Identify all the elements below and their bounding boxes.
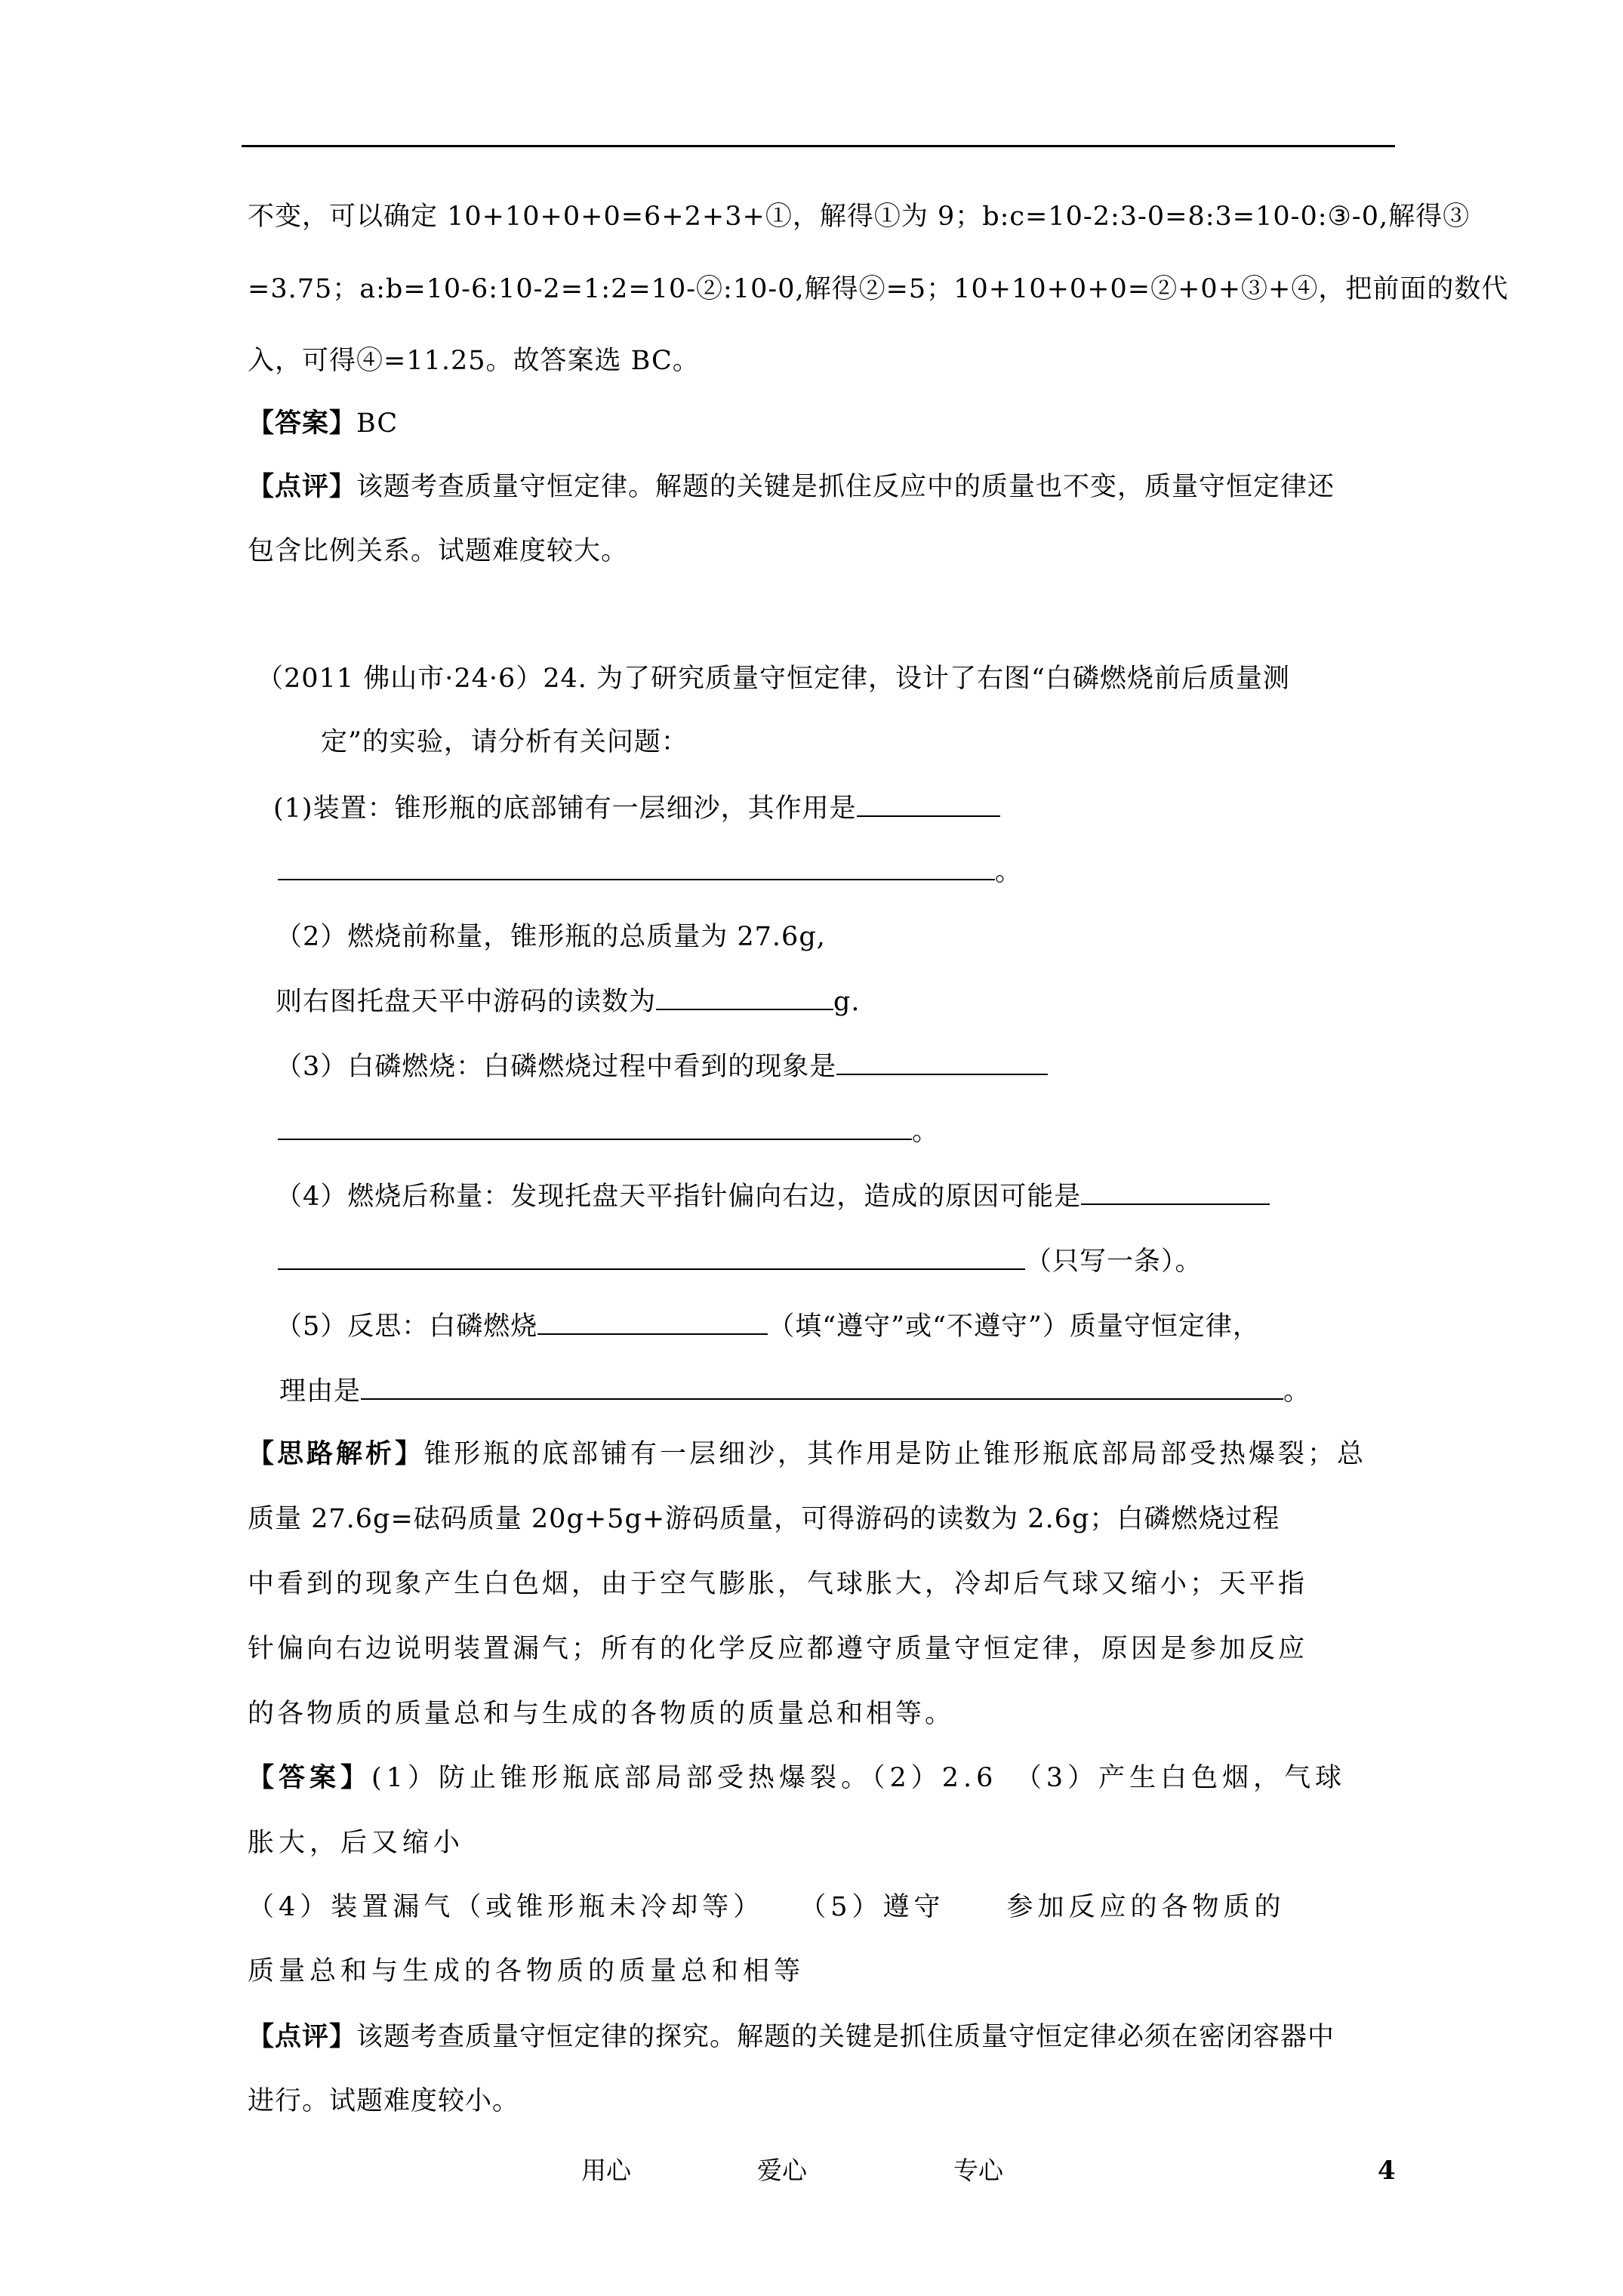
- answer-label: 【答案】: [248, 408, 357, 439]
- q1-end: 。: [995, 857, 1023, 887]
- question-4-cont: [278, 1243, 1203, 1279]
- q3-text: （3）白磷燃烧：白磷燃烧过程中看到的现象是: [276, 1052, 837, 1082]
- question-1: [273, 790, 1000, 826]
- question-2a: （2）燃烧前称量，锥形瓶的总质量为 27.6g,: [276, 922, 826, 952]
- q5-blank-2[interactable]: [361, 1373, 1283, 1400]
- text-line: 包含比例关系。试题难度较大。: [248, 536, 629, 566]
- text-line: 针偏向右边说明装置漏气；所有的化学反应都遵守质量守恒定律，原因是参加反应: [248, 1634, 1308, 1664]
- q2-blank[interactable]: [656, 983, 833, 1010]
- answer-line: [248, 406, 398, 441]
- text-line: （4）装置漏气（或锥形瓶未冷却等） （5）遵守 参加反应的各物质的: [248, 1892, 1286, 1922]
- q5-hint: （填“遵守”或“不遵守”）质量守恒定律，: [768, 1311, 1260, 1342]
- analysis-label: 【思路解析】: [248, 1438, 425, 1469]
- q4-blank-2[interactable]: [278, 1243, 1025, 1270]
- question-3: [276, 1048, 1048, 1084]
- q1-blank[interactable]: [857, 790, 1000, 817]
- question-4: [276, 1178, 1270, 1214]
- q2-text: 则右图托盘天平中游码的读数为: [276, 987, 657, 1017]
- answer-text: (1）防止锥形瓶底部局部受热爆裂。（2）2.6 （3）产生白色烟，气球: [371, 1763, 1347, 1793]
- q4-blank[interactable]: [1081, 1178, 1270, 1205]
- comment-text: 该题考查质量守恒定律。解题的关键是抓住反应中的质量也不变，质量守恒定律还: [356, 472, 1335, 502]
- text-line: 质量 27.6g=砝码质量 20g+5g+游码质量，可得游码的读数为 2.6g；白磷燃烧过程: [248, 1504, 1280, 1534]
- q1-text: (1)装置：锥形瓶的底部铺有一层细沙，其作用是: [273, 794, 857, 824]
- text-line: 质量总和与生成的各物质的质量总和相等: [248, 1956, 805, 1986]
- answer-value: BC: [356, 408, 399, 439]
- q3-blank-2[interactable]: [278, 1113, 912, 1140]
- text-line: =3.75；a:b=10-6:10-2=1:2=10-②:10-0,解得②=5；10+10+0+0=②+0+③+④，把前面的数代: [248, 274, 1509, 304]
- text-line: 胀大，后又缩小: [248, 1828, 465, 1858]
- text-line: 不变，可以确定 10+10+0+0=6+2+3+①，解得①为 9；b:c=10-2:3-0=8:3=10-0:③-0,解得③: [248, 202, 1471, 232]
- answer-label: 【答案】: [248, 1762, 372, 1793]
- footer-middle: 爱心: [757, 2156, 807, 2185]
- comment-label: 【点评】: [248, 471, 357, 502]
- q1-blank-2[interactable]: [278, 853, 995, 880]
- question-5: [276, 1308, 1260, 1344]
- text-line: 中看到的现象产生白色烟，由于空气膨胀，气球胀大，冷却后气球又缩小；天平指: [248, 1569, 1308, 1599]
- comment-line: [248, 470, 1335, 504]
- question-3-cont: [278, 1113, 939, 1149]
- q5-blank[interactable]: [537, 1308, 768, 1335]
- comment-label: 【点评】: [248, 2021, 357, 2052]
- text-line: 进行。试题难度较小。: [248, 2086, 520, 2116]
- q4-text: （4）燃烧后称量：发现托盘天平指针偏向右边，造成的原因可能是: [276, 1182, 1082, 1212]
- question-header: （2011 佛山市·24·6）24. 为了研究质量守恒定律，设计了右图“白磷燃烧前后质量测: [257, 664, 1290, 694]
- analysis-text: 锥形瓶的底部铺有一层细沙，其作用是防止锥形瓶底部局部受热爆裂；总: [424, 1439, 1367, 1469]
- comment-line: [248, 2020, 1335, 2054]
- question-2b: [276, 983, 861, 1019]
- text-line: 的各物质的质量总和与生成的各物质的质量总和相等。: [248, 1699, 955, 1729]
- question-5-cont: [279, 1373, 1310, 1409]
- footer-left: 用心: [581, 2156, 631, 2185]
- q3-blank[interactable]: [836, 1048, 1048, 1075]
- q5-end: 。: [1283, 1376, 1311, 1407]
- q4-end: （只写一条）。: [1025, 1247, 1203, 1277]
- question-1-cont: [278, 853, 1022, 889]
- q3-end: 。: [912, 1117, 940, 1147]
- analysis-line: [248, 1437, 1366, 1472]
- q5-reason-label: 理由是: [279, 1376, 362, 1407]
- question-header-cont: 定”的实验，请分析有关问题：: [321, 727, 688, 757]
- comment-text: 该题考查质量守恒定律的探究。解题的关键是抓住质量守恒定律必须在密闭容器中: [356, 2022, 1335, 2052]
- q5-text: （5）反思：白磷燃烧: [276, 1311, 538, 1342]
- footer-right: 专心: [953, 2156, 1003, 2185]
- answer-line: [248, 1761, 1346, 1795]
- q2-unit: g.: [833, 987, 861, 1017]
- text-line: 入，可得④=11.25。故答案选 BC。: [248, 346, 700, 376]
- header-rule: [242, 145, 1395, 147]
- page-number: 4: [1378, 2156, 1396, 2186]
